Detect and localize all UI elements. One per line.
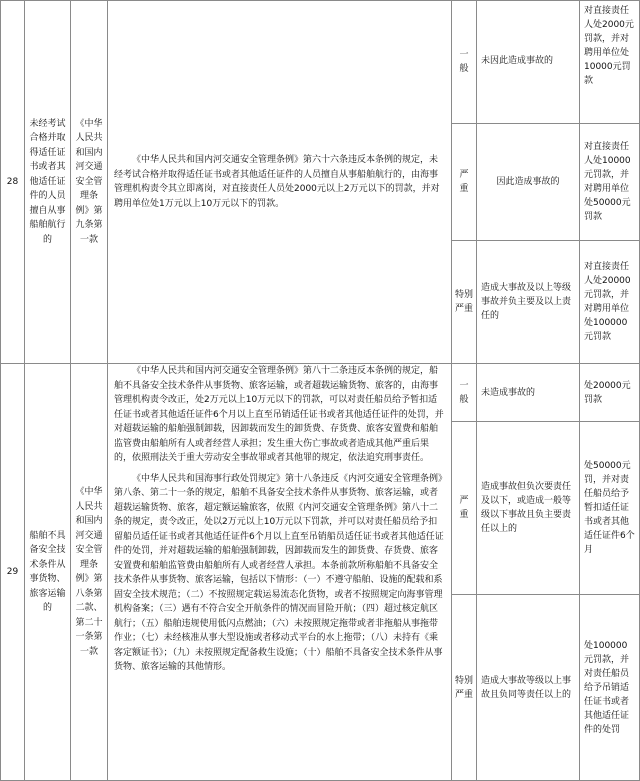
row-28-level-extra-serious: 特别严重	[451, 240, 477, 364]
row-29-penalty-extra-serious: 处100000元罚款，并对责任船员给予吊销适任证书或者其他适任证件的处罚	[579, 594, 640, 781]
row-29-level-general: 一般	[451, 363, 477, 422]
row-28-penalty-general: 对直接责任人处2000元罚款，并对聘用单位处10000元罚款	[579, 0, 640, 124]
row-29-penalty-general: 处20000元罚款	[579, 363, 640, 422]
row-29-circumstance-general: 未造成事故的	[476, 363, 580, 422]
row-29-penalty-serious: 处50000元罚，并对责任船员给予暂扣适任证书或者其他适任证件6个月	[579, 421, 640, 595]
row-28-circumstance-general: 未因此造成事故的	[476, 0, 580, 124]
row-28-penalty-serious: 对直接责任人处10000元罚款，并对聘用单位处50000元罚款	[579, 123, 640, 241]
row-29-violation: 船舶不具备安全技术条件从事货物、旅客运输的	[24, 363, 71, 781]
row-29-legal-basis: 《中华人民共和国内河交通安全管理条例》第八条第二款、第二十一条第一款	[70, 363, 108, 781]
row-29-circumstance-serious: 造成事故但负次要责任及以下，或造成一般等级以下事故且负主要责任以上的	[476, 421, 580, 595]
row-28-provision: 《中华人民共和国内河交通安全管理条例》第六十六条违反本条例的规定，未经考试合格并取得适任证书或者其他适任证件的人员擅自从事船舶航行的，由海事管理机构责令其立即离岗，对直接责任人员处2000元以上2万元以下的罚款，并对聘用单位处1万元以上10万元以下的罚款。	[107, 0, 452, 364]
row-28-legal-basis: 《中华人民共和国内河交通安全管理条例》第九条第一款	[70, 0, 108, 364]
row-28-violation: 未经考试合格并取得适任证书或者其他适任证件的人员擅自从事船舶航行的	[24, 0, 71, 364]
row-29-level-extra-serious: 特别严重	[451, 594, 477, 781]
row-28-circumstance-extra-serious: 造成大事故及以上等级事故并负主要及以上责任的	[476, 240, 580, 364]
row-28-level-general: 一般	[451, 0, 477, 124]
row-28-number: 28	[0, 0, 25, 364]
row-29-circumstance-extra-serious: 造成大事故等级以上事故且负同等责任以上的	[476, 594, 580, 781]
provision-paragraph-2: 《中华人民共和国海事行政处罚规定》第十八条违反《内河交通安全管理条例》第八条、第二十一条的规定，船舶不具备安全技术条件从事货物、旅客运输，或者超载运输货物、旅客，超定额运输旅客，依照《内河交通安全管理条例》第八十二条的规定，责令改正，处以2万元以上10万元以下罚款，并可以对责任船员给予扣留船员适任证书或者其他适任证件6个月以上直至吊销船员适任证书或者其他适任证件的处罚，并对超载运输的船舶强制卸载，因卸载而发生的卸货费、存货费、旅客安置费和船舶监管费由船舶所有人或者经营人承担。本条前款所称船舶不具备安全技术条件从事货物、旅客运输，包括以下情形：（一）不遵守船舶、设施的配载和系固安全技术规范；（二）不按照规定载运易流态化货物，或者不按照规定向海事管理机构备案；（三）遇有不符合安全开航条件的情况而冒险开航；（四）超过核定航区航行；（五）船舶违规使用低闪点燃油；（六）未按照规定拖带或者非拖船从事拖带作业；（七）未经核准从事大型设施或者移动式平台的水上拖带；（八）未持有《乘客定额证书》；（九）未按照规定配备救生设施；（十）船舶不具备安全技术条件从事货物、旅客运输的其他情形。	[114, 473, 444, 672]
row-28-penalty-extra-serious: 对直接责任人处20000元罚款，并对聘用单位处100000元罚款	[579, 240, 640, 364]
row-28-circumstance-serious: 因此造成事故的	[476, 123, 580, 241]
row-28-level-serious: 严重	[451, 123, 477, 241]
row-29-level-serious: 严重	[451, 421, 477, 595]
provision-paragraph-1: 《中华人民共和国内河交通安全管理条例》第八十二条违反本条例的规定，船舶不具备安全技术条件从事货物、旅客运输，或者超载运输货物、旅客的，由海事管理机构责令改正，处2万元以上10万元以下的罚款，可以对责任船员给予暂扣适任证书或者其他适任证件6个月以上直至吊销适任证书或者其他适任证件的处罚，并对超载运输的船舶强制卸载，因卸载而发生的卸货费、存货费、旅客安置费和船舶监管费由船舶所有人或者经营人承担；发生重大伤亡事故或者造成其他严重后果的，依照刑法关于重大劳动安全事故罪或者其他罪的规定，依法追究刑事责任。	[114, 366, 444, 463]
row-29-number: 29	[0, 363, 25, 781]
row-29-provision	[107, 363, 452, 781]
